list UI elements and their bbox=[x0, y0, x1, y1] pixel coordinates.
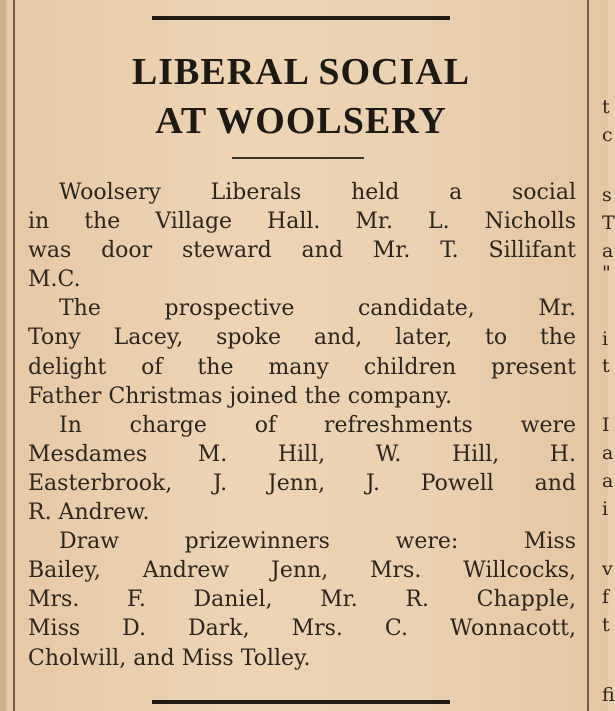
column-rule-left bbox=[13, 0, 15, 711]
fragment: t bbox=[602, 355, 610, 377]
fragment: I bbox=[602, 414, 610, 436]
article-line: The prospective candidate, Mr. bbox=[59, 296, 576, 322]
article-line: delight of the many children present bbox=[28, 354, 576, 380]
article-line: R. Andrew. bbox=[28, 500, 150, 526]
fragment: i bbox=[602, 498, 609, 520]
fragment: t bbox=[602, 96, 610, 118]
headline-line-2: AT WOOLSERY bbox=[155, 100, 447, 142]
article-line: Tony Lacey, spoke and, later, to the bbox=[28, 325, 576, 351]
fragment: f bbox=[602, 586, 610, 608]
article-line: Cholwill, and Miss Tolley. bbox=[28, 645, 311, 671]
article-body bbox=[28, 178, 576, 673]
page-edge bbox=[0, 0, 6, 711]
article-line: Mesdames M. Hill, W. Hill, H. bbox=[28, 441, 576, 467]
article-line: Easterbrook, J. Jenn, J. Powell and bbox=[28, 470, 576, 496]
article-line: Miss D. Dark, Mrs. C. Wonnacott, bbox=[28, 616, 576, 642]
headline-line-1: LIBERAL SOCIAL bbox=[131, 51, 471, 93]
fragment: c bbox=[602, 124, 613, 146]
fragment: v bbox=[602, 558, 613, 580]
fragment: i bbox=[602, 328, 609, 350]
adjacent-column-fragments bbox=[596, 0, 615, 711]
article-line: was door steward and Mr. T. Sillifant bbox=[28, 238, 576, 264]
article-line: Bailey, Andrew Jenn, Mrs. Willcocks, bbox=[28, 558, 576, 584]
column-rule-right bbox=[587, 0, 589, 711]
article-line: M.C. bbox=[28, 267, 81, 293]
bottom-rule bbox=[152, 700, 450, 704]
article-line: Woolsery Liberals held a social bbox=[59, 180, 576, 205]
article-line: in the Village Hall. Mr. L. Nicholls bbox=[28, 209, 576, 235]
headline-divider bbox=[232, 157, 364, 159]
article-line: Father Christmas joined the company. bbox=[28, 383, 453, 409]
fragment: a bbox=[602, 470, 614, 492]
article-line: Draw prizewinners were: Miss bbox=[59, 529, 576, 555]
fragment: a bbox=[602, 240, 614, 262]
fragment: " bbox=[602, 262, 611, 284]
fragment: a bbox=[602, 442, 614, 464]
fragment: t bbox=[602, 614, 610, 636]
article-line: Mrs. F. Daniel, Mr. R. Chapple, bbox=[28, 587, 576, 613]
fragment: fi bbox=[602, 684, 615, 706]
fragment: s bbox=[602, 184, 612, 206]
article-line: In charge of refreshments were bbox=[59, 412, 576, 438]
top-rule bbox=[152, 16, 450, 20]
fragment: T bbox=[602, 212, 615, 234]
